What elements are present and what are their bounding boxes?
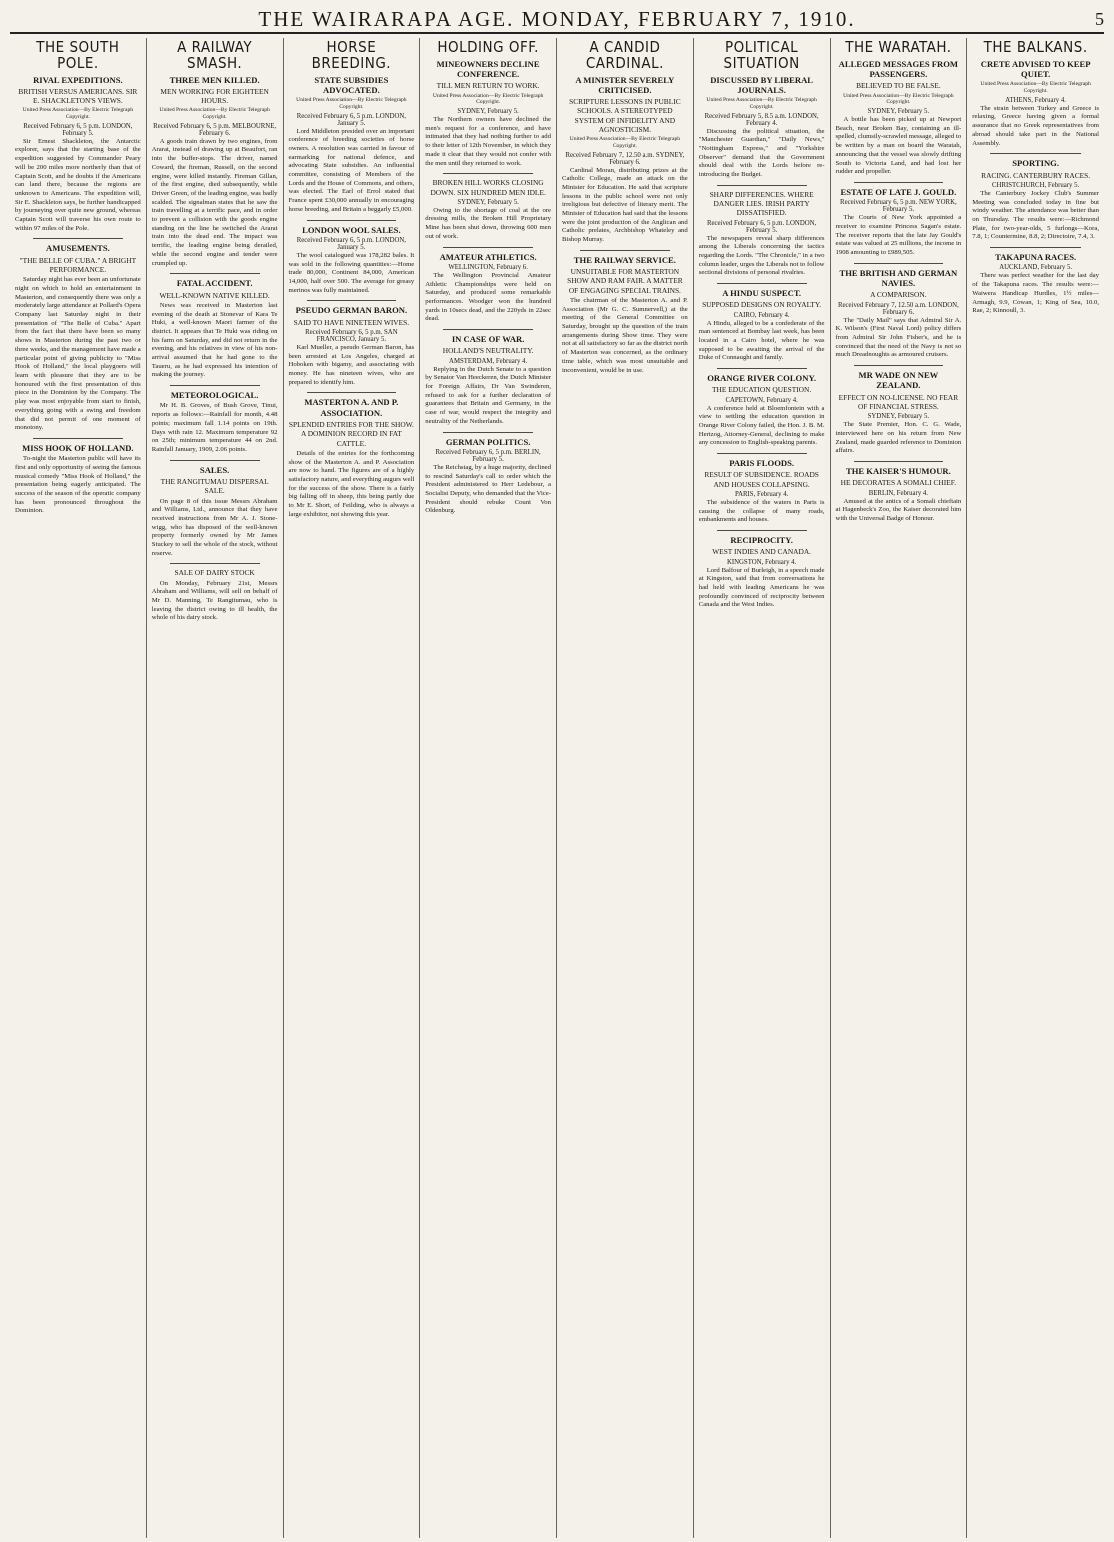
article-subhead: MASTERTON A. AND P. ASSOCIATION.	[304, 397, 399, 418]
article-deck: RACING. CANTERBURY RACES.	[981, 170, 1091, 180]
article-deck: SHARP DIFFERENCES. WHERE DANGER LIES. IRISH PARTY DISSATISFIED.	[709, 189, 814, 218]
article-dateline: KINGSTON, February 4.	[726, 558, 797, 566]
article-dateline: AUCKLAND, February 5.	[999, 264, 1073, 272]
article-deck: RESULT OF SUBSIDENCE. ROADS AND HOUSES COLLAPSING.	[704, 470, 819, 489]
article-body: Cardinal Moran, distributing prizes at the Catholic College, made an attack on the Minister for Education. He said that scripture lessons in the public school were not only irreligious but defective of literary merit. The Minister of Education had said that the lessons were the joint production of the Anglican and Catholic prelates, Archbishop Whateley and Bishop Murray.	[562, 166, 688, 244]
article	[836, 466, 962, 524]
article-deck: BRITISH VERSUS AMERICANS. SIR E. SHACKLETON'S VIEWS.	[18, 86, 138, 106]
article-dateline: SYDNEY, February 5.	[457, 108, 519, 116]
article-deck: SALE OF DAIRY STOCK	[174, 568, 255, 578]
article-body: On page 8 of this issue Messrs Abraham and Williams, Ltd., announce that they have received instructions from Mr A. J. Stone-wigg, who has disposed of the well-known property formerly owned by Mr James Stuckey to sell the whole of the stock, without reserve.	[151, 497, 278, 557]
article-headline: A RAILWAY SMASH.	[177, 38, 253, 72]
article-subhead: LONDON WOOL SALES.	[302, 224, 401, 235]
article-subhead: GERMAN POLITICS.	[445, 436, 531, 447]
article-body: A Hindu, alleged to be a confederate of the man sentenced at Bombay last week, has been located in a Cairo hotel, where he was supposed to be awaiting the arrival of the Duke of Connaught and family.	[698, 319, 825, 362]
article-credit: United Press Association—By Electric Telegraph Copyright.	[706, 97, 817, 110]
article-dateline: Received February 6, 5 p.m. LONDON, January 5.	[296, 112, 407, 127]
article-credit: United Press Association—By Electric Telegraph Copyright.	[296, 97, 407, 110]
article-dateline: BERLIN, February 4.	[868, 489, 929, 497]
article-body: The State Premier, Hon. C. G. Wade, interviewed here on his return from New Zealand, made guarded reference to Dominion affairs.	[835, 421, 962, 455]
article-subhead: RECIPROCITY.	[730, 535, 793, 546]
article-credit: United Press Association—By Electric Telegraph Copyright.	[980, 81, 1091, 95]
article-subhead: STATE SUBSIDIES ADVOCATED.	[314, 74, 389, 95]
article	[699, 535, 825, 610]
article-deck: SAID TO HAVE NINETEEN WIVES.	[293, 317, 410, 327]
column-rule	[854, 263, 944, 264]
article	[425, 252, 551, 325]
article-dateline: Received February 7, 12.50 a.m. SYDNEY, February 6.	[565, 151, 685, 166]
article-dateline: Received February 6, 5 p.m. NEW YORK, February 5.	[840, 199, 957, 214]
article-dateline: CHRISTCHURCH, February 5.	[992, 181, 1080, 189]
article-dateline: AMSTERDAM, February 4.	[449, 357, 528, 365]
column-1	[10, 38, 147, 1538]
article-subhead: THE RAILWAY SERVICE.	[573, 254, 676, 265]
article-dateline: Received February 6, 5 p.m. LONDON, February 5.	[23, 122, 133, 137]
article-credit: United Press Association—By Electric Telegraph Copyright.	[843, 92, 954, 106]
column-rule	[170, 273, 260, 274]
article-body: The Courts of New York appointed a receiver to examine Princess Sagan's estate. The receiver reports that the late Jay Gould's estate was valued at 25 millions, the income in 1908 amounting to £989,505.	[835, 214, 962, 257]
article	[836, 268, 962, 360]
article-headline: THE BALKANS.	[983, 38, 1088, 56]
article-deck: WEST INDIES AND CANADA.	[712, 547, 812, 557]
masthead-title: THE WAIRARAPA AGE. MONDAY, FEBRUARY 7, 1910.	[258, 6, 856, 31]
column-3	[284, 38, 421, 1538]
article-subhead: THE KAISER'S HUMOUR.	[845, 466, 951, 477]
columns-grid	[10, 38, 1104, 1538]
article-body: Mr H. B. Groves, of Bush Grove, Tinui, reports as follows:—Rainfall for month, 4.48 points; maximum fall 1.14 points on 19th. Days with rain 12. Maximum temperature 92 on 25th; minimum temperature 44 on 2nd. Rainfall January, 1909, 2.06 points.	[151, 402, 278, 453]
column-2	[147, 38, 284, 1538]
column-5	[557, 38, 694, 1538]
column-rule	[33, 238, 123, 239]
article-subhead: PSEUDO GERMAN BARON.	[295, 305, 408, 316]
article-subhead: PARIS FLOODS.	[729, 458, 795, 469]
article-body: Amused at the antics of a Somali chieftain at Hagenbeck's Zoo, the Kaiser decorated him with the Universal Badge of Honour.	[835, 497, 962, 523]
article-subhead: ALLEGED MESSAGES FROM PASSENGERS.	[838, 58, 959, 80]
column-4	[420, 38, 557, 1538]
column-rule	[990, 247, 1081, 248]
article-subhead: THE BRITISH AND GERMAN NAVIES.	[839, 267, 958, 289]
article-subhead: FATAL ACCIDENT.	[176, 278, 253, 289]
article-dateline: WELLINGTON, February 6.	[448, 263, 528, 271]
article-dateline: CAIRO, February 4.	[733, 311, 790, 319]
article-dateline: SYDNEY, February 5.	[457, 198, 519, 206]
column-rule	[990, 153, 1081, 154]
article-headline: A CANDID CARDINAL.	[585, 38, 664, 72]
article-subhead: MR WADE ON NEW ZEALAND.	[858, 370, 939, 391]
article	[289, 397, 415, 519]
article	[699, 373, 825, 448]
column-rule	[443, 173, 533, 174]
article-body: The strain between Turkey and Greece is relaxing, Greece having given a formal assurance that no Greek representatives from abroad should take part in the National Assembly.	[972, 104, 1099, 147]
column-8	[967, 38, 1104, 1538]
article-subhead: MISS HOOK OF HOLLAND.	[22, 442, 134, 453]
article-deck: SCRIPTURE LESSONS IN PUBLIC SCHOOLS. A STEREOTYPED SYSTEM OF INFIDELITY AND AGNOSTICISM.	[569, 97, 681, 134]
article-deck: TILL MEN RETURN TO WORK.	[436, 81, 540, 91]
article-subhead: THREE MEN KILLED.	[169, 74, 260, 85]
article-body: The Northern owners have declined the men's request for a conference, and have intimated that they had nothing further to add to their letter of 12th November, in which they made it clear that they would not confer with the men until they returned to work.	[425, 116, 551, 167]
article-dateline: ATHENS, February 4.	[1005, 96, 1067, 104]
article	[699, 458, 825, 525]
column-rule	[717, 530, 807, 531]
article-deck: EFFECT ON NO-LICENSE. NO FEAR OF FINANCIAL STRESS.	[838, 392, 959, 412]
article	[289, 225, 415, 296]
article-body: A goods train drawn by two engines, from Ararat, instead of drawing up at Beaufort, ran into the buffer-stops. The driver, named Coward, the fireman, Russell, on the second engine, were killed instantly. Fireman Gillan, of the first engine, died subsequently, while Driver Green, of the leading engine, was badly scalded. The signalman states that he saw the train travelling at a terrific pace, and in order to prevent a collision with the goods engine standing on the line he switched the Ararat train into the dead end. The impact was terrific, the leading engine being derailed, while the second engine and tender were crumpled up.	[151, 137, 278, 267]
article-deck: THE RANGITUMAU DISPERSAL SALE.	[160, 477, 269, 496]
article	[152, 568, 278, 623]
article	[972, 252, 1099, 316]
article-dateline: Received February 6, 5 p.m. MELBOURNE, February 6.	[153, 122, 277, 137]
article-body: To-night the Masterton public will have its first and only opportunity of seeing the famous musical comedy "Miss Hook of Holland," the presentation being eagerly anticipated. The success of the season of the operatic company has been pronounced throughout the Dominion.	[15, 455, 141, 515]
article-dateline: Received February 6, 5 p.m. LONDON, February 5.	[706, 219, 817, 234]
article-deck: MEN WORKING FOR EIGHTEEN HOURS.	[160, 86, 269, 106]
column-rule	[717, 453, 807, 454]
article-credit: United Press Association—By Electric Telegraph Copyright.	[159, 107, 270, 121]
article-body: The Wellington Provincial Amateur Athletic Championships were held on Saturday, and produced some remarkable performances. Woodger won the hundred yards in 10secs dead, and the 220yds in 22sec dead.	[425, 271, 551, 323]
article-body: Sir Ernest Shackleton, the Antarctic explorer, says that the starting base of the expedition suggested by Commander Peary will be 200 miles more northerly than that of Captain Scott, and he doubts if the Americans can land there, because the regions are unknown to Americans. The expedition will, Sir E. Shackleton says, be further handicapped by journeying over quite new ground, whereas Captain Scott will traverse his own route to within 97 miles of the Pole.	[15, 137, 141, 232]
column-rule	[717, 368, 807, 369]
article-dateline: Received February 6, 5 p.m. LONDON, January 5.	[296, 236, 407, 251]
article-deck: WELL-KNOWN NATIVE KILLED.	[159, 290, 270, 300]
article	[289, 40, 415, 215]
article	[425, 40, 551, 168]
article-subhead: DISCUSSED BY LIBERAL JOURNALS.	[710, 74, 814, 95]
article-subhead: SPORTING.	[1012, 158, 1059, 169]
column-rule	[717, 185, 807, 186]
article-deck: SPLENDID ENTRIES FOR THE SHOW. A DOMINION RECORD IN FAT CATTLE.	[288, 420, 414, 448]
article-body: On Monday, February 21st, Messrs Abraham and Williams, will sell on behalf of Mr D. Manning, Te Rangitumau, who is leaving the district owing to ill health, the whole of his dairy stock.	[151, 579, 278, 622]
masthead	[10, 6, 1104, 34]
article	[699, 288, 825, 363]
article-headline: HORSE BREEDING.	[311, 38, 392, 72]
article	[425, 178, 551, 241]
article-deck: SUPPOSED DESIGNS ON ROYALTY.	[702, 300, 822, 310]
article	[836, 370, 962, 456]
article-deck: "THE BELLE OF CUBA." A BRIGHT PERFORMANCE.	[19, 255, 137, 275]
article	[972, 40, 1099, 148]
article-subhead: MINEOWNERS DECLINE CONFERENCE.	[436, 58, 540, 80]
article	[836, 187, 962, 258]
article-deck: HOLLAND'S NEUTRALITY.	[442, 346, 534, 356]
article-subhead: RIVAL EXPEDITIONS.	[33, 74, 123, 85]
column-rule	[170, 460, 260, 461]
article	[562, 40, 688, 245]
article-body: The newspapers reveal sharp differences among the Liberals concerning the tactics regarding the Lords. "The Chronicle," in a two column leader, urges the Liberals not to follow sectional divisions of personal rivalries.	[698, 234, 825, 277]
article-body: A conference held at Bloemfontein with a view to settling the education question in Orange River Colony failed, the Hon. J. B. M. Hertzog, Attorney-General, declining to make any concession to English-speaking parents.	[698, 404, 825, 447]
article-headline: THE WARATAH.	[845, 38, 952, 56]
article-subhead: ESTATE OF LATE J. GOULD.	[840, 186, 957, 197]
article-subhead: AMUSEMENTS.	[46, 243, 110, 254]
article	[425, 437, 551, 517]
article-deck: BELIEVED TO BE FALSE.	[856, 81, 941, 91]
column-rule	[170, 563, 260, 564]
article	[15, 243, 141, 432]
article-headline: POLITICAL SITUATION	[723, 38, 800, 72]
article	[15, 443, 141, 516]
article-deck: THE EDUCATION QUESTION.	[712, 385, 812, 395]
article-dateline: CAPETOWN, February 4.	[725, 396, 798, 404]
article-body: Replying in the Dutch Senate to a question by Senator Van Heeckeren, the Dutch Minister for Foreign Affairs, Dr Van Swinderen, refused to ask for a further declaration of guarantees that Britain and Germany, in the case of war, would respect the integrity and neutrality of the Netherlands.	[425, 365, 551, 425]
column-rule	[580, 250, 670, 251]
article-subhead: A MINISTER SEVERELY CRITICISED.	[575, 74, 675, 95]
article-body: The subsidence of the waters in Paris is causing the collapse of many roads, embankments and houses.	[698, 498, 825, 524]
article	[152, 390, 278, 455]
article-subhead: ORANGE RIVER COLONY.	[707, 373, 817, 384]
column-rule	[854, 461, 944, 462]
article-body: Details of the entries for the forthcoming show of the Masterton A. and P. Association are now to hand. The figures are of a highly satisfactory nature, and everything augurs well for the success of the show. There is a fairly big falling off in sheep, this being partly due to Mr E. Short, of Feilding, who is always a large exhibitor, not showing this year.	[288, 449, 415, 518]
article-body: Karl Mueller, a pseudo German Baron, has been arrested at Los Angeles, charged at Hoboken with bigamy, and associating with money. He has nineteen wives, who are prepared to identify him.	[288, 343, 415, 386]
article-dateline: Received February 6, 5 p.m. SAN FRANCISCO, January 5.	[305, 328, 398, 343]
article-dateline: Received February 6, 5 p.m. BERLIN, February 5.	[435, 448, 541, 463]
article-body: The wool catalogued was 178,282 bales. It was sold in the following quantities:—Home trade 80,000, Continent 84,000, American 14,000, half over 500. The average for greasy merinos was fully maintained.	[288, 251, 415, 294]
article	[562, 255, 688, 375]
article	[289, 305, 415, 387]
article-body: Discussing the political situation, the "Manchester Guardian," "Daily News," "Nottingham Express," and "Yorkshire Observer" demand that the Government should deal with the Lords before re-introducing the Budget.	[698, 127, 825, 179]
article-dateline: Received February 7, 12.50 a.m. LONDON, February 6.	[837, 301, 959, 316]
column-rule	[854, 365, 944, 366]
article-subhead: CRETE ADVISED TO KEEP QUIET.	[980, 58, 1091, 80]
article-deck: A COMPARISON.	[870, 290, 927, 300]
article-body: Owing to the shortage of coal at the ore dressing mills, the Broken Hill Proprietary Mine has been shut down, throwing 600 men out of work.	[425, 206, 551, 240]
article	[699, 190, 825, 278]
article-dateline: SYDNEY, February 5.	[867, 413, 930, 421]
article-body: The Reichstag, by a huge majority, declined to rescind Saturday's call to order which the President administered to Herr Ledebour, a Socialist Deputy, who demanded that the Vice-President should rebuke Count Von Oldenburg.	[425, 463, 551, 515]
column-rule	[33, 438, 123, 439]
page-number: 5	[1095, 8, 1104, 29]
article-deck: HE DECORATES A SOMALI CHIEF.	[840, 478, 957, 488]
article-body: A bottle has been picked up at Newport Beach, near Broken Bay, containing an ill-spelled, clumsily-scrawled message, alleged to be written by a man on board the Waratah, announcing that the vessel was slowly drifting South to Victoria Land, and had lost her rudder and propeller.	[835, 116, 962, 176]
article-headline: THE SOUTH POLE.	[36, 38, 120, 72]
article-dateline: Received February 5, 8.5 a.m. LONDON, February 4.	[704, 112, 819, 127]
article	[699, 40, 825, 180]
article-body: The "Daily Mail" says that Admiral Sir A. K. Wilson's (First Naval Lord) policy differs from Admiral Sir John Fisher's, and he is convinced that the need of the Navy is not so much Dreadnoughts as armoured cruisers.	[835, 316, 962, 359]
article-subhead: SALES.	[199, 464, 230, 475]
column-rule	[443, 247, 533, 248]
column-rule	[443, 432, 533, 433]
article-dateline: SYDNEY, February 5.	[867, 108, 930, 116]
column-6	[694, 38, 831, 1538]
article	[425, 334, 551, 426]
article-dateline: PARIS, February 4.	[734, 490, 789, 498]
article-body: The Canterbury Jockey Club's Summer Meeting was concluded today in fine but windy weather. The attendance was better than on Thursday. The results were:—Richmond Plate, for two-year-olds, 5 furlongs—Kora, 7.8, 1; Countermine, 8.8, 2; Directoire, 7.4, 3.	[972, 189, 1099, 241]
article	[15, 40, 141, 233]
article-credit: United Press Association—By Electric Telegraph Copyright.	[22, 107, 134, 121]
article-subhead: IN CASE OF WAR.	[451, 334, 525, 345]
article-body: There was perfect weather for the last day of the Takapuna races. The results were:—Waiwera Handicap Hurdles, 1½ miles—Armagh, 9.9, Cowan, 1; King of Sea, 10.0, Rae, 2; Kinnoull, 3.	[972, 272, 1099, 315]
column-rule	[854, 182, 944, 183]
article-deck: UNSUITABLE FOR MASTERTON SHOW AND RAM FAIR. A MATTER OF ENGAGING SPECIAL TRAINS.	[567, 267, 683, 295]
column-rule	[307, 392, 397, 393]
column-7	[831, 38, 968, 1538]
column-rule	[307, 220, 397, 221]
column-rule	[170, 385, 260, 386]
article	[152, 40, 278, 268]
article	[152, 465, 278, 559]
article-body: Saturday night has ever been an unfortunate night on which to hold an entertainment in Masterton, and consequently there was only a moderately large attendance at Pollard's Opera Company last Saturday night in their presentation of "The Belle of Cuba." Apart from the fact that there have been so many shows in Masterton during the past two or three weeks, and the management have made a particular point of giving publicity to "Miss Hook of Holland," the local playgoers will learn with pleasure that they are to be honoured with the first presentation of this piece in the Dominion by the Company. The play was most enjoyable from start to finish, everything going with a swing and freedom that did not permit of one moment of monotony.	[15, 276, 141, 432]
column-rule	[307, 300, 397, 301]
article	[972, 158, 1099, 242]
article	[152, 278, 278, 380]
article-body: The chairman of the Masterton A. and P. Association (Mr G. C. Sumnervell,) at the meeting of the General Committee on Saturday, brought up the question of the train arrangements during Show time. They were not at all satisfactory so far as the district north of Masterton was concerned, as the ordinary time table, which was most unsuitable and inconvenient, would be in use.	[562, 296, 688, 374]
article-body: Lord Balfour of Burleigh, in a speech made at Kingston, said that from conversations he had held with leading Americans he was profoundly convinced of reciprocity between Canada and the West Indies.	[698, 566, 825, 609]
column-rule	[717, 283, 807, 284]
article-subhead: A HINDU SUSPECT.	[722, 288, 802, 299]
article-subhead: AMATEUR ATHLETICS.	[439, 251, 537, 262]
article-subhead: METEOROLOGICAL.	[170, 390, 259, 401]
article-deck: BROKEN HILL WORKS CLOSING DOWN. SIX HUNDRED MEN IDLE.	[430, 178, 546, 197]
article-body: News was received in Masterton last evening of the death at Stonevar of Kara Te Huki, a well-known Maori farmer of the district. It appears that Te Huki was riding on his farm on Saturday, and did not return in the evening, and his relatives in view of his non-arrival assumed that he had gone to the Taueru, as he had expressed his intention of making the journey.	[151, 301, 278, 379]
column-rule	[443, 329, 533, 330]
article	[836, 40, 962, 177]
article-headline: HOLDING OFF.	[437, 38, 539, 56]
article-credit: United Press Association—By Electric Telegraph Copyright.	[569, 136, 681, 149]
article-body: Lord Middleton presided over an important conference of breeding societies of horse owners. A resolution was carried in favour of earmarking for national defence, and advocating State subsidies. An influential committee, consisting of Members of the Lords and the House of Commons, and others, was elected. The Earl of Errol stated that France spent £30,000 annually in encouraging horse breeding, and Britain a beggarly £5,000.	[288, 127, 415, 213]
article-subhead: TAKAPUNA RACES.	[995, 252, 1077, 263]
article-credit: United Press Association—By Electric Telegraph Copyright.	[432, 92, 544, 106]
